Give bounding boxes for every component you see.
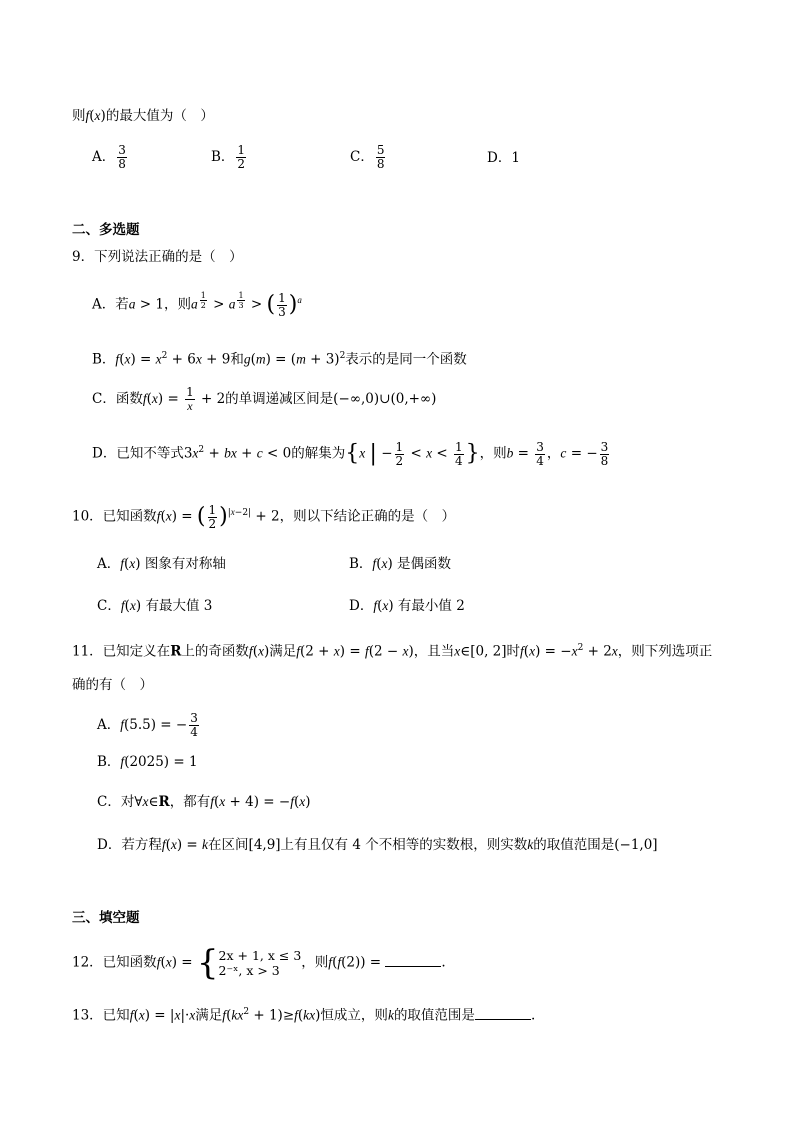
q9-option-a: A．若a > 1，则a $^{\frac{1}{2}}$ > a $^{\frac{1}{3}}$ > ( $\frac{1}{3}$ )$^a$: [92, 290, 302, 319]
section-title-multi-choice: 二、多选题: [72, 222, 140, 238]
q11-stem-line2: 确的有（ ）: [72, 677, 153, 693]
section-title-fill-blank: 三、填空题: [72, 910, 140, 926]
q11-option-a: A．f(5.5) = − $\frac{3}{4}$: [97, 711, 198, 739]
q10-option-d: D．f(x) 有最小值 2: [349, 598, 465, 614]
q11-option-c: C．对∀x∈R，都有f(x + 4) = −f(x): [97, 794, 311, 810]
q9-option-b: B．$f(x) = x^2 + 6x + 9$和$g(m) = (m + 3)^2$表示的是同一个函数: [92, 351, 467, 368]
q8-stem: 则f(x)的最大值为（ ）: [72, 108, 214, 124]
q10-option-b: B．f(x) 是偶函数: [349, 556, 452, 572]
q9-option-c: C．函数f(x) = $\frac{1}{x}$ + 2的单调递减区间是(−∞,0)∪(0,+∞): [92, 385, 437, 413]
q10-option-a: A．f(x) 图象有对称轴: [97, 556, 226, 572]
q13-answer-blank[interactable]: [475, 1007, 531, 1020]
q10-option-c: C．f(x) 有最大值 3: [97, 598, 213, 614]
q8-option-b: B． $\frac{1}{2}$: [211, 143, 246, 171]
q10-stem: 10．已知函数f(x) = ( $\frac{1}{2}$ )$^{|x-2|}$ + 2，则以下结论正确的是（ ）: [72, 502, 456, 531]
q11-option-d: D．若方程f(x) = k在区间[4,9]上有且仅有 4 个不相等的实数根，则实数k的取值范围是(−1,0]: [97, 837, 658, 853]
q12-case1: 2x + 1, x ≤ 3: [218, 948, 302, 963]
q8-option-c: C． $\frac{5}{8}$: [350, 143, 385, 171]
q8-option-d: D．1: [487, 150, 520, 166]
q12-answer-blank[interactable]: [385, 954, 441, 967]
q9-stem: 9．下列说法正确的是（ ）: [72, 249, 243, 265]
q13-stem: 13．已知f(x) = |x|·x满足$f(kx^2 + 1)\ge f(kx)$恒成立，则k的取值范围是 .: [72, 1007, 536, 1024]
q12-case2: 2⁻ˣ, x > 3: [218, 963, 280, 978]
q11-stem-line1: 11．已知定义在R上的奇函数f(x)满足f(2 + x) = f(2 − x)，且当x∈[0, 2]时$f(x) = -x^2 + 2x$，则下列选项正: [72, 643, 713, 660]
q12-stem: 12．已知函数f(x) = { 2x + 1, x ≤ 3 2⁻ˣ, x > 3 ，则f(f(2)) = .: [72, 943, 446, 983]
q11-option-b: B．f(2025) = 1: [97, 754, 198, 770]
q9-option-d: D．已知不等式$3x^2$ + bx + c < 0的解集为{x | − $\frac{1}{2}$ < x < $\frac{1}{4}$ }，则b = $\frac{3}{4}$ ，c = − $\frac{3}{8}$: [92, 439, 609, 468]
q8-option-a: A． $\frac{3}{8}$: [92, 143, 126, 171]
